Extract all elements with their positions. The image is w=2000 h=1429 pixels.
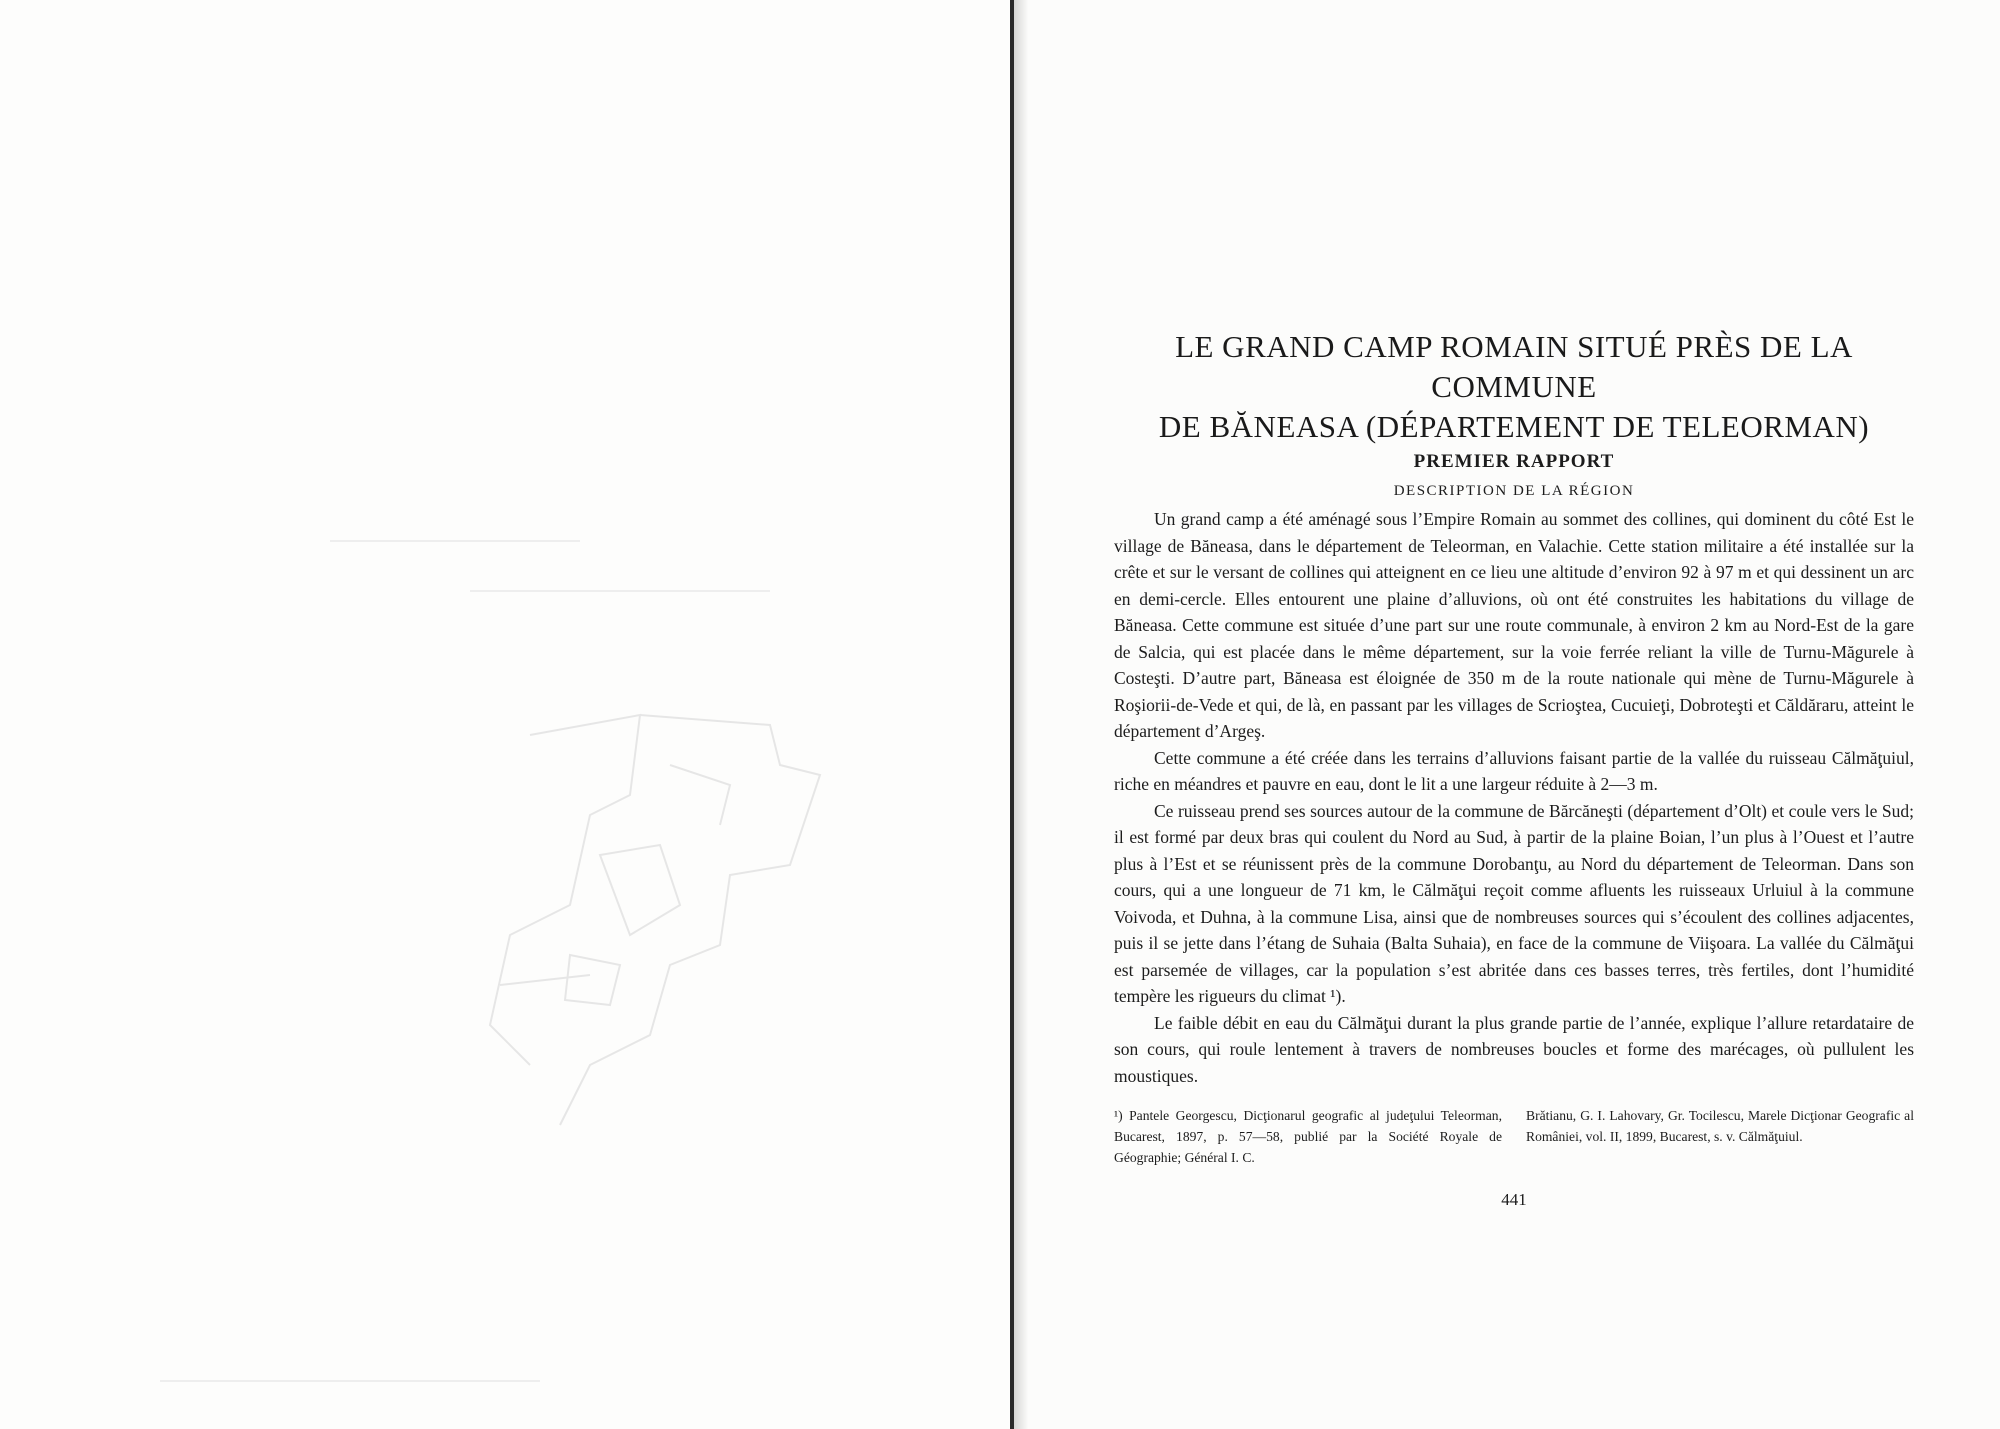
title-line-1: LE GRAND CAMP ROMAIN SITUÉ PRÈS DE LA COMMUNE bbox=[1175, 329, 1853, 404]
bleed-through-line bbox=[330, 540, 580, 542]
paragraph-3: Ce ruisseau prend ses sources autour de la commune de Bărcăneşti (département d’Olt) et coule vers le Sud; il est formé par deux bras qui coulent du Nord au Sud, à partir de la plaine Boian, l’un plus à l’Ouest et l’autre plus à l’Est et se réunissent près de la commune Dorobanţu, au Nord du département de Teleorman. Dans son cours, qui a une longueur de 71 km, le Călmăţui reçoit comme afluents les ruisseaux Urluiul à la commune Voivoda, et Duhna, à la commune Lisa, ainsi que de nombreuses sources qui s’écoulent des collines adjacentes, puis il se jette dans l’étang de Suhaia (Balta Suhaia), en face de la commune de Viişoara. La vallée du Călmăţui est parsemée de villages, car la population s’est abritée dans ces basses terres, très fertiles, dont l’humidité tempère les rigueurs du climat ¹). bbox=[1114, 800, 1914, 1006]
bleed-through-sketch bbox=[470, 705, 850, 1135]
article bbox=[1114, 327, 1914, 1210]
footnote-right: Brătianu, G. I. Lahovary, Gr. Tocilescu, Marele Dicţionar Geografic al României, vol. II, 1899, Bucarest, s. v. Călmăţuiul. bbox=[1526, 1108, 1914, 1144]
footnote-left: ¹) Pantele Georgescu, Dicţionarul geografic al judeţului Teleorman, Bucarest, 1897, p. 57—58, publié par la Société Royale de Géographie; Général I. C. bbox=[1114, 1108, 1502, 1165]
article-title bbox=[1114, 327, 1914, 447]
paragraph-4: Le faible débit en eau du Călmăţui durant la plus grande partie de l’année, explique l’allure retardataire de son cours, qui roule lentement à travers de nombreuses boucles et forme des marécages, où pullulent les moustiques. bbox=[1114, 1012, 1914, 1086]
article-subtitle: PREMIER RAPPORT bbox=[1413, 451, 1615, 472]
paragraph-1: Un grand camp a été aménagé sous l’Empire Romain au sommet des collines, qui dominent du côté Est le village de Băneasa, dans le département de Teleorman, en Valachie. Cette station militaire a été installée sur la crête et sur le versant de collines qui atteignent en ce lieu une altitude d’environ 92 à 97 m et qui dessinent un arc en demi-cercle. Elles entourent une plaine d’alluvions, où ont été construites les habitations du village de Băneasa. Cette commune est située d’une part sur une route communale, à environ 2 km au Nord-Est de la gare de Salcia, qui est placée dans le même département, sur la voie ferrée reliant la ville de Turnu-Măgurele à Costeşti. D’autre part, Băneasa est éloignée de 350 m de la route nationale qui mène de Turnu-Măgurele à Roşiorii-de-Vede et qui, de là, en passant par les villages de Scrioştea, Cucuieţi, Dobroteşti et Căldăraru, atteint le département d’Argeş. bbox=[1114, 509, 1914, 741]
bleed-through-line bbox=[470, 590, 770, 592]
footnotes bbox=[1114, 1105, 1914, 1168]
title-line-2: DE BĂNEASA (DÉPARTEMENT DE TELEORMAN) bbox=[1158, 409, 1870, 444]
gutter-shadow bbox=[1014, 0, 1028, 1429]
bleed-through-line bbox=[160, 1380, 540, 1382]
paragraph-2: Cette commune a été créée dans les terrains d’alluvions faisant partie de la vallée du ruisseau Călmăţuiul, riche en méandres et pauvre en eau, dont le lit a une largeur réduite à 2—3 m. bbox=[1114, 747, 1914, 794]
right-page bbox=[1028, 0, 2000, 1429]
section-heading: DESCRIPTION DE LA RÉGION bbox=[1393, 483, 1635, 499]
page-number: 441 bbox=[1501, 1190, 1527, 1209]
